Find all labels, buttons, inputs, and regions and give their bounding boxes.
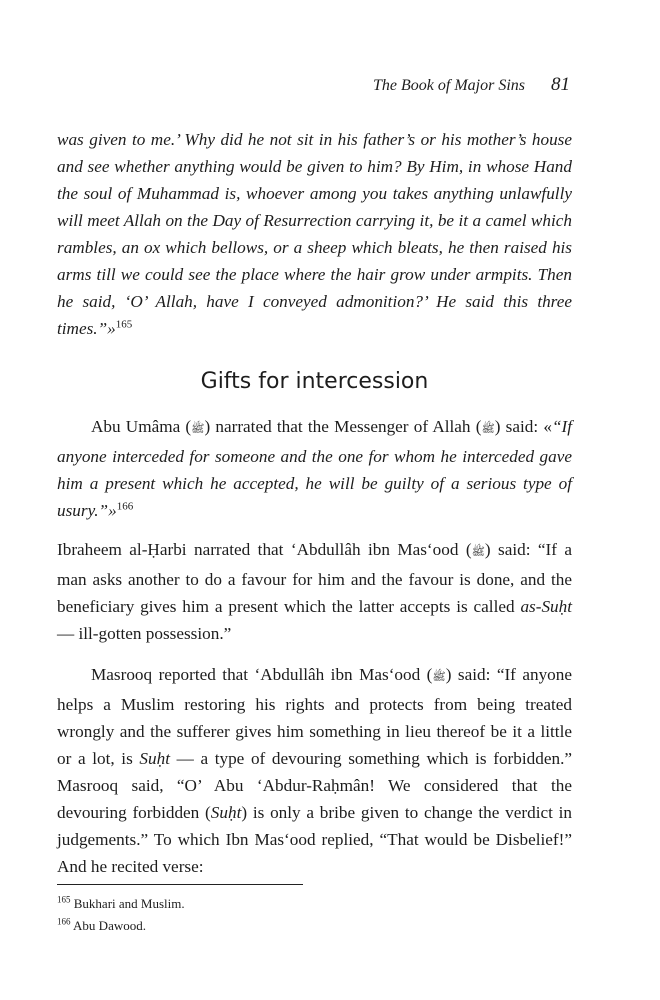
footnote-ref-166: 166 bbox=[116, 500, 134, 513]
p4-term-2: Suḥt bbox=[210, 803, 242, 822]
p3-mid: ) said: “If a man asks another to do a favour for him and the favour is done, and the beneficiary gives him a present which the latter accepts is called bbox=[57, 540, 572, 616]
footnote-text: Bukhari and Muslim. bbox=[73, 896, 185, 911]
footnote-number: 166 bbox=[57, 916, 71, 927]
p2-mid2: ) said: « bbox=[494, 417, 552, 436]
honorific-glyph: ﷺ bbox=[471, 546, 485, 558]
footnote-divider bbox=[57, 884, 303, 885]
honorific-glyph: ﷺ bbox=[191, 423, 205, 435]
p3-tail: — ill-gotten possession.” bbox=[57, 624, 232, 643]
p4-mid: ) said: “If anyone helps a Muslim restoring his rights and protects from being treated wrongly and the sufferer gives him something in lieu thereof be it a little or a lot, is bbox=[57, 665, 572, 768]
footnote-text: Abu Dawood. bbox=[73, 918, 146, 933]
paragraph-1-text: was given to me.’ Why did he not sit in his father’s or his mother’s house and see whether anything would be given to him? By Him, in whose Hand the soul of Muhammad is, whoever among you takes anything unlawfully will meet Allah on the Day of Resurrection carrying it, be it a camel which rambles, an ox which bellows, or a sheep which bleats, he then raised his arms till we could see the place where the hair grow under armpits. Then he said, ‘O’ Allah, have I conveyed admonition?’ He said this three times.”» bbox=[57, 130, 572, 338]
honorific-glyph: ﷺ bbox=[432, 671, 446, 683]
p2-lead: Abu Umâma ( bbox=[91, 417, 192, 436]
honorific-glyph: ﷺ bbox=[481, 423, 495, 435]
running-header bbox=[373, 74, 570, 96]
footnote-ref-165: 165 bbox=[115, 318, 133, 331]
p3-term: as-Suḥt bbox=[520, 597, 572, 616]
p2-mid: ) narrated that the Messenger of Allah ( bbox=[204, 417, 482, 436]
header-title: The Book of Major Sins bbox=[373, 77, 525, 94]
p4-lead: Masrooq reported that ‘Abdullâh ibn Mas‘ood ( bbox=[91, 665, 433, 684]
p3-lead: Ibraheem al-Ḥarbi narrated that ‘Abdullâh ibn Mas‘ood ( bbox=[57, 540, 472, 559]
paragraph-2 bbox=[57, 413, 572, 524]
footnote-number: 165 bbox=[57, 894, 71, 905]
paragraph-4 bbox=[57, 661, 572, 880]
p4-tail: ) is only a bribe given to change the verdict in judgements.” To which Ibn Mas‘ood replied, “That would be Disbelief!” And he recited verse: bbox=[57, 803, 573, 876]
footnote-165 bbox=[57, 893, 185, 915]
section-heading: Gifts for intercession bbox=[200, 369, 429, 394]
p2-quote: “If anyone interceded for someone and the one for whom he interceded gave him a present which he accepted, he will be guilty of a serious type of usury.”» bbox=[57, 417, 573, 520]
page-number: 81 bbox=[551, 74, 570, 95]
paragraph-3 bbox=[57, 536, 572, 647]
page-body bbox=[57, 126, 572, 880]
paragraph-1 bbox=[57, 126, 572, 342]
footnote-166 bbox=[57, 915, 185, 937]
p4-term-1: Suḥt bbox=[139, 749, 170, 768]
footnotes bbox=[57, 893, 185, 937]
p4-mid2: — a type of devouring something which is forbidden.” Masrooq said, “O’ Abu ‘Abdur-Raḥmân! We considered that the devouring forbidden ( bbox=[57, 749, 572, 822]
